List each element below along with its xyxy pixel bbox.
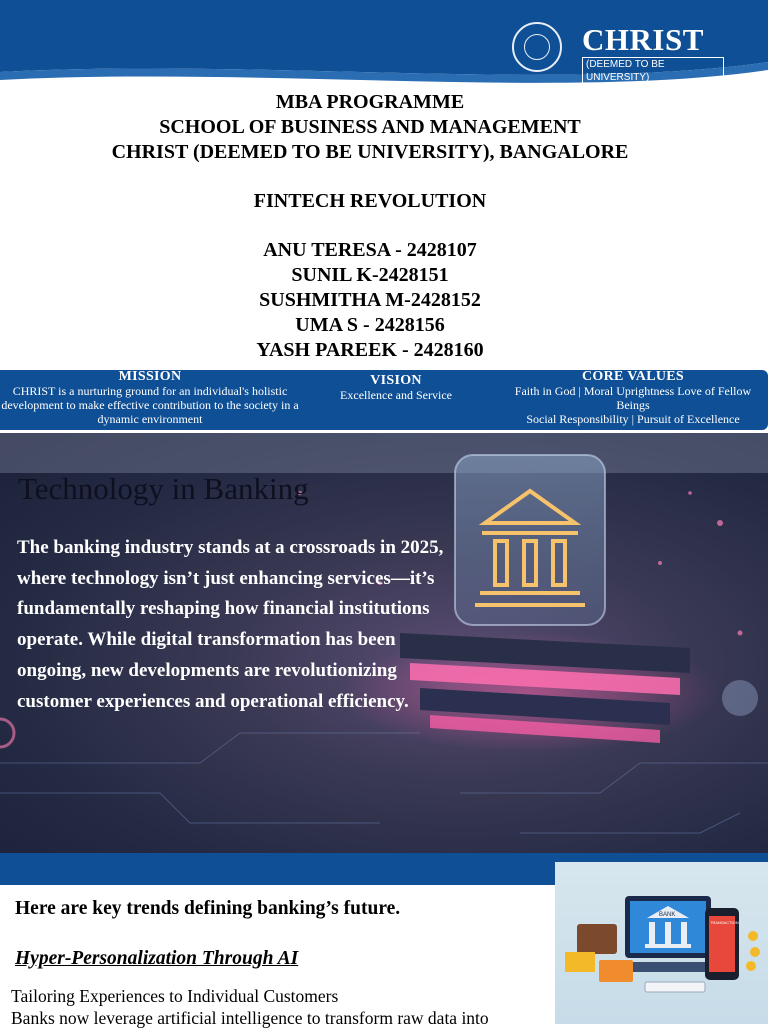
member-5: YASH PAREEK - 2428160 xyxy=(256,339,484,361)
phone-label: TRANSACTION xyxy=(710,920,739,925)
mission-column xyxy=(0,370,300,426)
university-seal-icon xyxy=(512,22,562,72)
member-4: UMA S - 2428156 xyxy=(295,314,445,336)
programme-title: MBA PROGRAMME xyxy=(275,91,465,113)
header-band xyxy=(0,0,768,95)
hero-title: Technology in Banking xyxy=(18,471,309,506)
mission-text: CHRIST is a nurturing ground for an individual's holistic development to make effective contribution to the society in a dynamic environment xyxy=(1,384,299,426)
core-values-heading: CORE VALUES xyxy=(582,369,684,384)
digital-banking-illustration xyxy=(555,862,768,1024)
subsection-title: Hyper-Personalization Through AI xyxy=(15,948,299,969)
hero-banner-image xyxy=(0,433,768,853)
vision-text: Excellence and Service xyxy=(340,388,452,402)
university-name: CHRIST (DEEMED TO BE UNIVERSITY), BANGALORE xyxy=(111,141,629,163)
member-2: SUNIL K-2428151 xyxy=(291,264,449,286)
body-line-1: Tailoring Experiences to Individual Customers xyxy=(11,986,339,1006)
vision-column xyxy=(318,374,474,402)
school-name: SCHOOL OF BUSINESS AND MANAGEMENT xyxy=(159,116,581,138)
bank-label: BANK xyxy=(659,912,676,918)
mission-vision-strip xyxy=(0,370,768,430)
member-3: SUSHMITHA M-2428152 xyxy=(259,289,481,311)
hero-paragraph: The banking industry stands at a crossroads in 2025, where technology isn’t just enhancing services—it’s fundamentally reshaping how financial institutions operate. While digital transformation has been ongoing, new developments are revolutionizing customer experiences and operational efficiency. xyxy=(17,537,444,712)
member-1: ANU TERESA - 2428107 xyxy=(263,239,477,261)
logo-name: CHRIST xyxy=(582,22,704,57)
logo-subtitle: (DEEMED TO BE UNIVERSITY) xyxy=(582,57,724,85)
title-block xyxy=(0,90,740,363)
topic-title: FINTECH REVOLUTION xyxy=(253,190,487,212)
core-values-line-2: Social Responsibility | Pursuit of Excellence xyxy=(526,412,740,426)
mission-heading: MISSION xyxy=(118,369,182,384)
body-line-2: Banks now leverage artificial intelligence to transform raw data into xyxy=(11,1008,489,1028)
core-values-line-1: Faith in God | Moral Uprightness Love of Fellow Beings xyxy=(514,384,752,412)
christ-logo xyxy=(512,20,724,83)
digital-banking-art xyxy=(555,862,768,1024)
core-values-column xyxy=(508,370,758,426)
key-trends-heading: Here are key trends defining banking’s future. xyxy=(15,898,401,919)
vision-heading: VISION xyxy=(370,373,422,388)
